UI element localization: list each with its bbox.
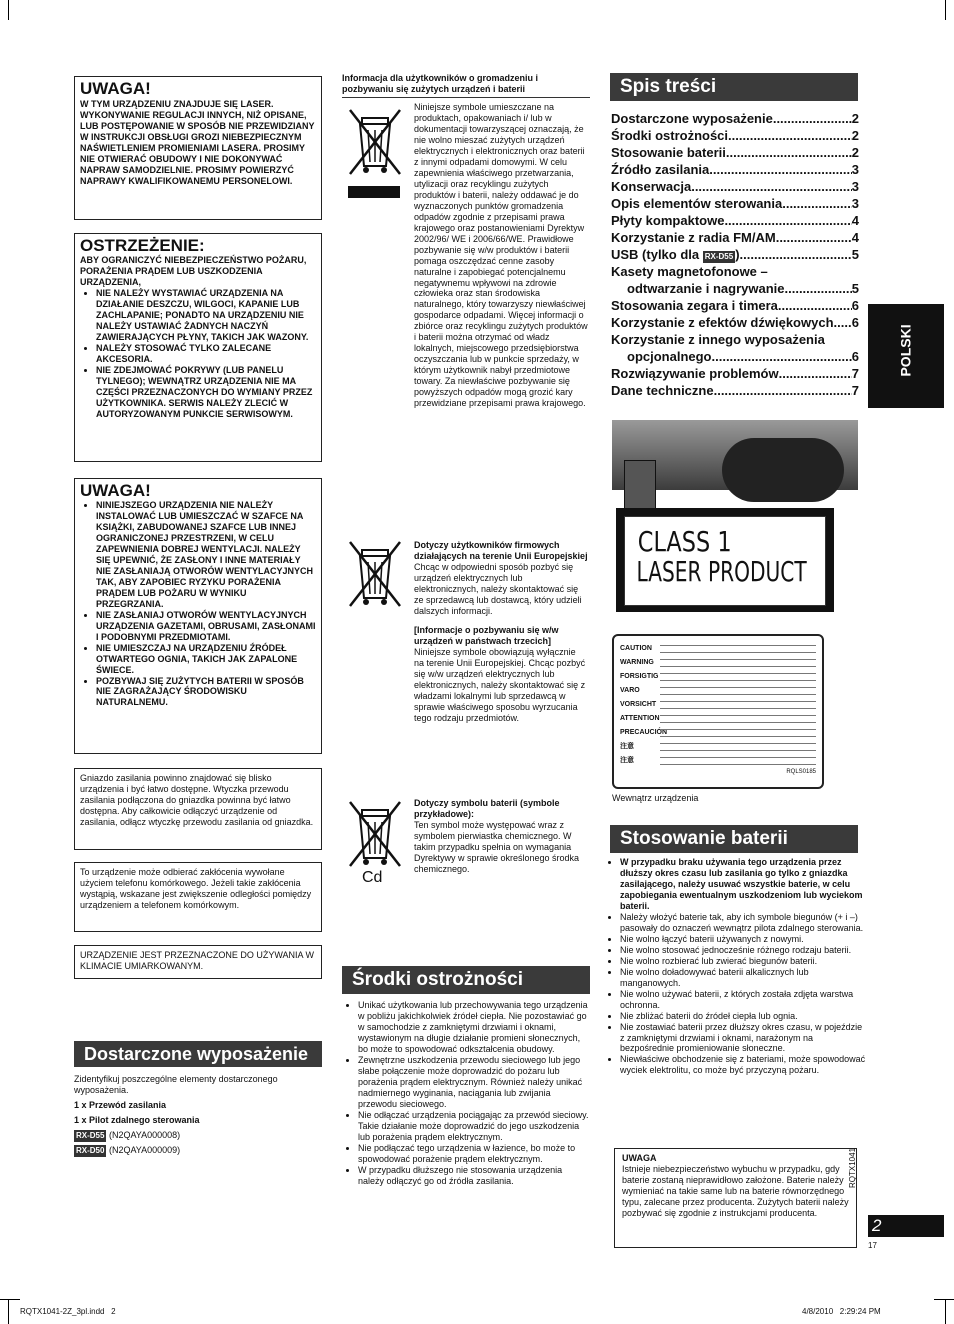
list-item: • Niewłaściwe obchodzenie się z bateriami, może spowodować wyciek elektrolitu, co może być przyczyną pożaru. [620, 1054, 866, 1076]
warning-label-word: 注意 [620, 756, 634, 764]
list-item: • Nie odłączać urządzenia pociągając za przewód sieciowy. Takie działanie może doprowadzić do jego uszkodzenia lub porażenia prądem elektrycznym. [358, 1110, 590, 1143]
toc-page: 3 [851, 162, 859, 177]
remote-code: (N2QAYA000008) [108, 1129, 181, 1140]
toc-leader [728, 127, 852, 144]
toc-leader [740, 246, 852, 263]
gniazdo-text: Gniazdo zasilania powinno znajdować się blisko urządzenia i być łatwo dostępne. Wtyczka przewodu zasilania podłączona do gniazdka powinna być łatwo dostępna. Aby całkowicie odłączyć urządzenie od zasilania, odłącz wtyczkę przewodu zasilania od gniazdka. [80, 773, 314, 827]
toc-leader [779, 365, 852, 382]
toc-leader [785, 280, 852, 297]
toc-entry [611, 246, 859, 263]
toc-leader [726, 144, 852, 161]
toc-label: Stosowanie baterii [611, 145, 726, 160]
toc-leader [724, 212, 851, 229]
toc-leader [709, 161, 852, 178]
toc-page: 6 [851, 349, 859, 364]
laser-product-line: LASER PRODUCT [636, 555, 807, 588]
uwaga-laser-box [74, 76, 322, 220]
list-item: • NALEŻY STOSOWAĆ TYLKO ZALECANE AKCESORIA. [96, 343, 316, 365]
klimat-note [74, 945, 322, 979]
toc-leader [712, 348, 852, 365]
ostrzezenie-box [74, 233, 322, 462]
toc-page: 4 [851, 213, 859, 228]
list-item: • POZBYWAJ SIĘ ZUŻYTYCH BATERII W SPOSÓB NIE ZAGRAŻAJĄCY ŚRODOWISKU NATURALNEMU. [96, 676, 316, 709]
warning-text-lines [660, 729, 816, 737]
toc-label: odtwarzanie i nagrywanie [627, 281, 785, 296]
srodki-list [342, 1000, 590, 1186]
toc-page: 6 [851, 298, 859, 313]
list-item: • Nie wolno doładowywać baterii alkalicznych lub manganowych. [620, 967, 866, 989]
toc-leader [782, 195, 852, 212]
toc-label: Rozwiązywanie problemów [611, 366, 779, 381]
toc-leader [714, 382, 852, 399]
device-compartment [722, 438, 844, 502]
laser-warning-label [612, 634, 824, 789]
remote-code: (N2QAYA000009) [108, 1144, 181, 1155]
toc-label: Stosowania zegara i timera [611, 298, 778, 313]
table-of-contents [611, 110, 859, 399]
srodki-banner: Środki ostrożności [342, 966, 590, 994]
toc-label: Korzystanie z efektów dźwiękowych [611, 315, 834, 330]
warning-text-lines [660, 743, 816, 751]
baterie-uwaga-text: Istnieje niebezpieczeństwo wybuchu w przypadku, gdy baterie zostaną nieprawidłowo założone. Baterie należy wymieniać na takie same lub na baterie równorzędnego typu, zalecane przez producenta. Zużytych baterii należy pozbywać się zgodnie z instrukcjami producenta. [622, 1163, 849, 1218]
toc-page: 7 [851, 366, 859, 381]
dostarczone-section [74, 1074, 324, 1157]
crop-mark [945, 1300, 946, 1324]
uwaga2-title: UWAGA! [80, 481, 151, 500]
warning-label-row [620, 698, 816, 712]
list-item: • Nie zbliżać baterii do źródeł ciepła lub ognia. [620, 1011, 866, 1022]
warning-label-row [620, 670, 816, 684]
remote-row [74, 1145, 324, 1157]
toc-leader [778, 297, 852, 314]
model-badge: RX-D55 [76, 1130, 105, 1140]
baterie-uwaga-box [614, 1148, 857, 1248]
ostrzezenie-intro: ABY OGRANICZYĆ NIEBEZPIECZEŃSTWO POŻARU, PORAŻENIA PRĄDEM LUB USZKODZENIA URZĄDZENIA, [80, 255, 307, 287]
baterie-uwaga-title: UWAGA [622, 1153, 657, 1163]
list-item: • NIE NALEŻY WYSTAWIAĆ URZĄDZENIA NA DZIAŁANIE DESZCZU, WILGOCI, KAPANIE LUB ZACHLAPANIE; PONADTO NA URZĄDZENIU NIE NALEŻY USTAWIAĆ ŻADNYCH NACZYŃ ZAWIERAJĄCYCH PŁYNY, TAKICH JAK WAZONY. [96, 288, 316, 343]
uwaga2-list [80, 500, 316, 708]
toc-page: 3 [851, 179, 859, 194]
uwaga-ventilation-box [74, 478, 322, 754]
toc-entry [611, 178, 859, 195]
warning-text-lines [660, 715, 816, 723]
list-item: • NIE ZDEJMOWAĆ POKRYWY (LUB PANELU TYLNEGO); WEWNĄTRZ URZĄDZENIA NIE MA CZĘŚCI PRZEZNACZONYCH DO WYMIANY PRZEZ UŻYTKOWNIKA. SERWIS NALEŻY ZLECIĆ W AUTORYZOWANYM PUNKCIE SERWISOWYM. [96, 365, 316, 420]
dostarczone-item: 1 x Przewód zasilania [74, 1099, 167, 1110]
toc-page: 4 [851, 230, 859, 245]
list-item: • Zewnętrzne uszkodzenia przewodu sieciowego lub jego słabe połączenie może doprowadzić do pożaru lub porażenia prądem elektrycznym. Również należy unikać nadmiernego wyginania, naciągania lub zwijania przewodu sieciowego. [358, 1055, 590, 1110]
cd-label: Cd [362, 869, 383, 886]
wewnatrz-caption: Wewnątrz urządzenia [612, 793, 699, 803]
warning-label-row [620, 712, 816, 726]
toc-page: 5 [851, 281, 859, 296]
uwaga-title: UWAGA! [80, 79, 151, 98]
model-badge: RX-D55 [704, 252, 734, 261]
device-photo [612, 420, 858, 616]
list-item: • Nie zostawiać baterii przez dłuższy okres czasu, w pojeździe z zamkniętymi drzwiami i oknami, narażonym na bezpośrednie promieniowanie słoneczne. [620, 1022, 866, 1055]
block4 [414, 798, 588, 875]
warning-label-word: VORSICHT [620, 700, 657, 708]
warning-label-word: 注意 [620, 742, 634, 750]
crossed-bin-icon [344, 540, 406, 620]
toc-entry [611, 144, 859, 161]
ostrzezenie-list [80, 288, 316, 420]
dostarczone-banner: Dostarczone wyposażenie [74, 1041, 322, 1067]
toc-label: Opis elementów sterowania [611, 196, 783, 211]
page-number: 2 [872, 1216, 882, 1235]
crop-mark [934, 1299, 954, 1300]
toc-entry [611, 195, 859, 212]
warning-label-word: FORSIGTIG [620, 672, 659, 680]
crossed-bin-icon [344, 104, 406, 202]
toc-page: 2 [851, 128, 859, 143]
language-tab [868, 304, 944, 408]
block3-title: [Informacje o pozbywaniu się w/w urządzeń w państwach trzecich] [414, 624, 559, 646]
label-code: RQLS0185 [786, 769, 816, 775]
toc-page: 6 [851, 315, 859, 330]
warning-text-lines [660, 757, 816, 765]
uwaga-body: W TYM URZĄDZENIU ZNAJDUJE SIĘ LASER. WYKONYWANIE REGULACJI INNYCH, NIŻ OPISANE, LUB POSTĘPOWANIE W SPOSÓB NIE PRZEWIDZIANY W INSTRUKCJI OBSŁUGI GROZI NIEBEZPIECZNYM NAŚWIETLENIEM PROMIENIAMI LASERA. PROSIMY NIE OTWIERAĆ OBUDOWY I NIE DOKONYWAĆ NAPRAW SAMODZIELNIE. PROSIMY POWIERZYĆ NAPRAWY KWALIFIKOWANEMU PERSONELOWI. [80, 99, 315, 186]
toc-page: 3 [851, 196, 859, 211]
toc-page: 2 [851, 145, 859, 160]
block3-text: Niniejsze symbole obowiązują wyłącznie na terenie Unii Europejskiej. Chcąc pozbyć się w/w urządzeń elektrycznych lub elektronicznych, należy skontaktować się z władzami lokalnymi lub sprzedawcą w sprawie właściwego sposobu wyrzucania tego rodzaju przedmiotów. [414, 646, 586, 723]
warning-label-row [620, 684, 816, 698]
toc-entry [611, 110, 859, 127]
toc-page: 7 [851, 383, 859, 398]
list-item: • NINIEJSZEGO URZĄDZENIA NIE NALEŻY INSTALOWAĆ LUB UMIESZCZAĆ W SZAFCE NA KSIĄŻKI, ZABUDOWANEJ SZAFCE LUB INNEJ OGRANICZONEJ PRZESTRZENI, W CELU ZAPEWNIENIA DOBREJ WENTYLACJI. NALEŻY SIĘ UPEWNIĆ, ŻE ZASŁONY I INNE MATERIAŁY NIE ZASŁANIAJĄ OTWORÓW WENTYLACYJNYCH TAK, ABY ZAPOBIEC RYZYKU PORAŻENIA PRĄDEM LUB POŻARU W WYNIKU PRZEGRZANIA. [96, 500, 316, 610]
toc-entry [611, 382, 859, 399]
toc-label: Płyty kompaktowe [611, 213, 725, 228]
remote-row [74, 1130, 324, 1142]
page-small-number: 17 [868, 1241, 877, 1250]
toc-label: opcjonalnego [627, 349, 712, 364]
zaklocenia-text: To urządzenie może odbierać zakłócenia wywołane użyciem telefonu komórkowego. Jeżeli takie zakłócenia wystąpią, wskazane jest zwiększenie odległości pomiędzy urządzeniem a telefonem komórkowym. [80, 867, 312, 910]
toc-label: Dostarczone wyposażenie [611, 111, 773, 126]
toc-entry [611, 161, 859, 178]
laser-class-line: CLASS 1 [637, 525, 732, 558]
info-title: Informacja dla użytkowników o gromadzeniu i pozbywaniu się zużytych urządzeń i baterii [342, 73, 590, 98]
list-item: • Nie podłączać tego urządzenia w łazience, bo może to spowodować porażenie prądem elektrycznym. [358, 1143, 590, 1165]
block1-text: Niniejsze symbole umieszczane na produktach, opakowaniach i/ lub w dokumentacji towarzyszącej oznaczają, że nie wolno mieszać zużytych urządzeń elektrycznych i elektronicznych oraz baterii z innymi odpadami domowymi. W celu zapewnienia właściwego przetwarzania, utylizacji oraz recyklingu zużytych produktów i baterii, należy oddawać je do wyznaczonych punktów gromadzenia odpadów zgodnie z przepisami prawa krajowego oraz postanowieniami Dyrektyw 2002/96/ WE i 2006/66/WE. Prawidłowe pozbywanie się w/w produktów i baterii pomaga oszczędzać cenne zasoby naturalne i zapobiegać potencjalnemu negatywnemu wpływowi na zdrowie człowieka oraz stan środowiska naturalnego, który towarzyszy niewłaściwej gospodarce odpadami. Więcej informacji o zbiórce oraz recyklingu zużytych produktów i baterii można otrzymać od władz lokalnych, miejscowego przedsiębiorstwa oczyszczania lub w punkcie sprzedaży, w którym użytkownik nabył przedmiotowe towary. Za niewłaściwe pozbywanie się powyższych odpadów mogą grozić kary przewidziane przepisami prawa krajowego. [414, 102, 588, 409]
list-item: • NIE ZASŁANIAJ OTWORÓW WENTYLACYJNYCH URZĄDZENIA GAZETAMI, OBRUSAMI, ZASŁONAMI I PODOBNYMI PRZEDMIOTAMI. [96, 610, 316, 643]
zaklocenia-note [74, 862, 322, 932]
model-code-vertical: RQTX1041 [848, 1147, 857, 1188]
laser-label-inner [624, 516, 826, 606]
toc-page: 2 [851, 111, 859, 126]
warning-label-row [620, 656, 816, 670]
toc-entry [611, 280, 859, 297]
footer-right: 4/8/2010 2:29:24 PM [802, 1307, 881, 1316]
gniazdo-note [74, 768, 322, 850]
toc-page: 5 [851, 247, 859, 262]
crop-mark [8, 0, 9, 20]
warning-label-row [620, 726, 816, 740]
list-item: • Należy włożyć baterie tak, aby ich symbole biegunów (+ i –) pasowały do oznaczeń wewnątrz pilota zdalnego sterowania. [620, 912, 866, 934]
device-slot [624, 460, 656, 510]
block2-text: Chcąc w odpowiedni sposób pozbyć się urządzeń elektrycznych lub elektronicznych, należy skontaktować się ze sprzedawcą lub dostawcą, który udzieli dalszych informacji. [414, 561, 582, 616]
warning-label-row [620, 642, 816, 656]
ostrzezenie-title: OSTRZEŻENIE: [80, 236, 205, 255]
language-label: POLSKI [897, 324, 914, 377]
toc-entry [611, 212, 859, 229]
klimat-text: URZĄDZENIE JEST PRZEZNACZONE DO UŻYWANIA W KLIMACIE UMIARKOWANYM. [80, 950, 315, 971]
crop-mark [945, 0, 946, 20]
toc-entry [611, 365, 859, 382]
warning-label-word: WARNING [620, 658, 654, 666]
list-item: • Unikać użytkowania lub przechowywania tego urządzenia w pobliżu jakichkolwiek źródeł ciepła. Nie pozostawiać go w samochodzie z zamkniętymi drzwiami i oknami, wystawionym na długie działanie promieni słonecznych, bo może to spowodować odkształcenia obudowy. [358, 1000, 590, 1055]
toc-entry [611, 127, 859, 144]
toc-entry [611, 314, 859, 331]
toc-leader [773, 110, 852, 127]
warning-text-lines [660, 701, 816, 709]
toc-label: Korzystanie z radia FM/AM [611, 230, 776, 245]
list-item: • Nie wolno używać baterii, z których została zdjęta warstwa ochronna. [620, 989, 866, 1011]
toc-entry [611, 348, 859, 365]
block4-text: Ten symbol może występować wraz z symbolem pierwiastka chemicznego. W takim przypadku spełnia on wymagania Dyrektywy w sprawie określonego środka chemicznego. [414, 819, 580, 874]
list-item: • Nie wolno stosować jednocześnie różnego rodzaju baterii. [620, 945, 866, 956]
footer-left: RQTX1041-2Z_3pl.indd 2 [20, 1307, 116, 1316]
block4-title: Dotyczy symbolu baterii (symbole przykładowe): [414, 798, 560, 819]
baterie-banner: Stosowanie baterii [610, 825, 858, 853]
dostarczone-item: 1 x Pilot zdalnego sterowania [74, 1114, 200, 1125]
warning-text-lines [660, 673, 816, 681]
toc-leader [691, 178, 852, 195]
crop-mark [0, 1299, 20, 1300]
toc-entry: Kasety magnetofonowe – [611, 264, 768, 279]
warning-label-word: ATTENTION [620, 714, 660, 722]
list-item: • W przypadku braku używania tego urządzenia przez dłuższy okres czasu lub zasilania go tylko z gniazdka zasilającego, należy usuwać wszystkie baterie, w celu zapobiegania ewentualnym uszkodzeniom lub wyciekom baterii. [620, 857, 866, 912]
warning-text-lines [660, 659, 816, 667]
toc-entry [611, 229, 859, 246]
warning-label-word: PRECAUCIÓN [620, 728, 668, 736]
list-item: • W przypadku dłuższego nie stosowania urządzenia należy odłączyć go od źródła zasilania. [358, 1165, 590, 1187]
toc-entry: Korzystanie z innego wyposażenia [611, 332, 825, 347]
toc-label: Konserwacja [611, 179, 692, 194]
spis-banner: Spis treści [610, 73, 858, 101]
model-badge: RX-D50 [76, 1145, 105, 1155]
toc-entry [611, 297, 859, 314]
list-item: • Nie wolno łączyć baterii używanych z nowymi. [620, 934, 866, 945]
toc-label: USB (tylko dla RX-D55 ) [611, 247, 740, 262]
toc-leader [776, 229, 852, 246]
toc-leader [834, 314, 852, 331]
page-number-box [868, 1215, 944, 1237]
laser-label-card [616, 508, 834, 612]
toc-label: Źródło zasilania [611, 162, 710, 177]
list-item: • Nie wolno rozbierać lub zwierać biegunów baterii. [620, 956, 866, 967]
warning-label-row [620, 754, 816, 768]
warning-text-lines [660, 645, 816, 653]
dostarczone-intro: Zidentyfikuj poszczególne elementy dostarczonego wyposażenia. [74, 1074, 278, 1095]
toc-label: Dane techniczne [611, 383, 714, 398]
warning-label-row [620, 740, 816, 754]
warning-text-lines [660, 687, 816, 695]
baterie-list [610, 857, 866, 1076]
block2-title: Dotyczy użytkowników firmowych działających na terenie Unii Europejskiej [414, 540, 588, 561]
list-item: • NIE UMIESZCZAJ NA URZĄDZENIU ŹRÓDEŁ OTWARTEGO OGNIA, TAKICH JAK ZAPALONE ŚWIECE. [96, 643, 316, 676]
warning-label-word: CAUTION [620, 644, 652, 652]
warning-label-word: VARO [620, 686, 640, 694]
toc-label: Środki ostrożności [611, 128, 729, 143]
crop-mark [8, 1300, 9, 1324]
block2 [414, 540, 588, 724]
